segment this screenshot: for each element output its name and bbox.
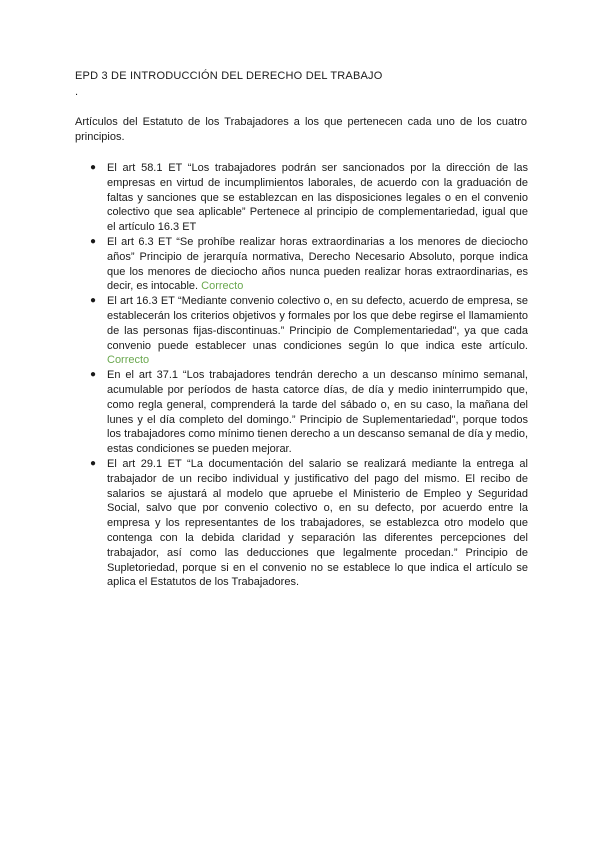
list-item (88, 235, 528, 294)
list-item (88, 294, 528, 368)
intro-paragraph: Artículos del Estatuto de los Trabajadores a los que pertenecen cada uno de los cuatro principios. (75, 116, 527, 143)
title-dot: . (75, 86, 79, 98)
item-text: El art 16.3 ET “Mediante convenio colectivo o, en su defecto, acuerdo de empresa, se establecerán los criterios objetivos y formales por los que debe regirse el llamamiento de las personas fijas-discontinuas.” Principio de Complementariedad", ya que cada convenio puede establecer unas condiciones según lo que indica este artículo. (107, 295, 528, 352)
list-item (88, 368, 528, 457)
item-text: El art 6.3 ET “Se prohíbe realizar horas extraordinarias a los menores de dieciocho años” Principio de jerarquía normativa, Derecho Necesario Absoluto, porque indica que los menores de dieciocho años nunca pueden realizar horas extraordinarias, es decir, es intocable. (107, 235, 528, 293)
item-text: El art 29.1 ET “La documentación del salario se realizará mediante la entrega al trabajador de un recibo individual y justificativo del pago del mismo. El recibo de salarios se ajustará al modelo que apruebe el Ministerio de Empleo y Seguridad Social, salvo que por convenio colectivo o, en su defecto, por acuerdo entre la empresa y los representantes de los trabajadores, se establezca otro modelo que contenga con la debida claridad y separación las diferentes percepciones del trabajador, así como las deducciones que legalmente procedan.” Principio de Supletoriedad, porque si en el convenio no se establece lo que indica el artículo se aplica el Estatutos de los Trabajadores. (107, 457, 528, 589)
bullet-icon: ● (90, 369, 97, 381)
item-text: En el art 37.1 “Los trabajadores tendrán derecho a un descanso mínimo semanal, acumulable por períodos de hasta catorce días, de día y medio ininterrumpido que, como regla general, comprenderá la tarde del sábado o, en su caso, la mañana del lunes y el día completo del domingo.” Principio de Suplementariedad", porque todos los trabajadores como mínimo tienen derecho a un descanso semanal de día y medio, estas condiciones se pueden mejorar. (107, 369, 528, 456)
bullet-icon: ● (90, 457, 97, 469)
correct-mark: Correcto (201, 280, 244, 293)
item-text: El art 58.1 ET “Los trabajadores podrán ser sancionados por la dirección de las empresas en virtud de incumplimientos laborales, de acuerdo con la graduación de faltas y sanciones que se establezcan en las disposiciones legales o en el convenio colectivo que sea aplicable” Pertenece al principio de complementariedad, igual que el artículo 16.3 ET (107, 162, 528, 234)
correct-mark: Correcto (107, 354, 150, 367)
list-item (88, 457, 528, 590)
bullet-icon: ● (90, 295, 97, 307)
list-item (88, 161, 528, 235)
principles-list (88, 161, 528, 590)
document-title: EPD 3 DE INTRODUCCIÓN DEL DERECHO DEL TRABAJO (75, 70, 383, 82)
bullet-icon: ● (90, 235, 97, 247)
bullet-icon: ● (90, 162, 97, 173)
